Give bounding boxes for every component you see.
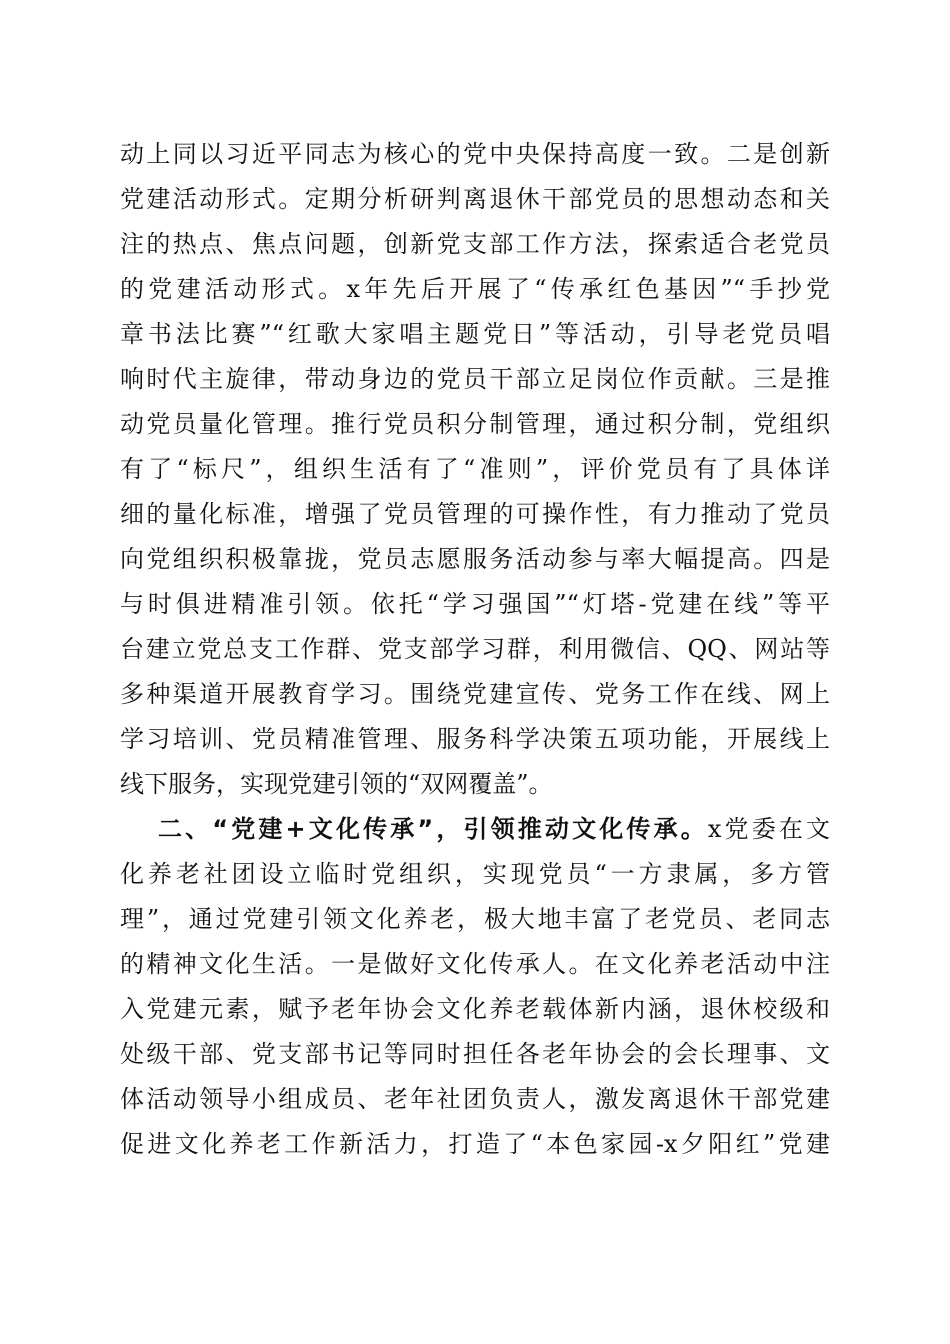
text-line: 多种渠道开展教育学习。围绕党建宣传、党务工作在线、网上	[120, 680, 830, 708]
text-line: 有了“标尺”，组织生活有了“准则”，评价党员有了具体详	[120, 455, 830, 483]
text-line: 入党建元素，赋予老年协会文化养老载体新内涵，退休校级和	[120, 995, 830, 1023]
paragraph-party-building-activities	[120, 132, 830, 807]
text-line: 理”，通过党建引领文化养老，极大地丰富了老党员、老同志	[120, 905, 830, 933]
text-line: 向党组织积极靠拢，党员志愿服务活动参与率大幅提高。四是	[120, 545, 830, 573]
text-line: 章书法比赛”“红歌大家唱主题党日”等活动，引导老党员唱	[120, 320, 830, 348]
text-line: 学习培训、党员精准管理、服务科学决策五项功能，开展线上	[120, 725, 830, 753]
text-line: 党建活动形式。定期分析研判离退休干部党员的思想动态和关	[120, 185, 830, 213]
section-heading-line	[120, 807, 830, 852]
text-line: 的精神文化生活。一是做好文化传承人。在文化养老活动中注	[120, 950, 830, 978]
text-line: 动党员量化管理。推行党员积分制管理，通过积分制，党组织	[120, 410, 830, 438]
heading-line-continuation: x党委在文	[707, 815, 831, 843]
text-line: 细的量化标准，增强了党员管理的可操作性，有力推动了党员	[120, 500, 830, 528]
text-line: 台建立党总支工作群、党支部学习群，利用微信、QQ、网站等	[120, 635, 830, 663]
paragraph-culture-heritage	[120, 807, 830, 1167]
text-line: 动上同以习近平同志为核心的党中央保持高度一致。二是创新	[120, 140, 830, 168]
document-body	[120, 132, 830, 1167]
text-line: 注的热点、焦点问题，创新党支部工作方法，探索适合老党员	[120, 230, 830, 258]
section-heading: 二、“党建+文化传承”，引领推动文化传承。	[158, 815, 708, 843]
text-line: 化养老社团设立临时党组织，实现党员“一方隶属，多方管	[120, 860, 830, 888]
text-line: 响时代主旋律，带动身边的党员干部立足岗位作贡献。三是推	[120, 365, 830, 393]
text-line: 体活动领导小组成员、老年社团负责人，激发离退休干部党建	[120, 1085, 830, 1113]
text-line: 线下服务，实现党建引领的“双网覆盖”。	[120, 770, 553, 798]
text-line: 与时俱进精准引领。依托“学习强国”“灯塔-党建在线”等平	[120, 590, 830, 618]
text-line: 的党建活动形式。x年先后开展了“传承红色基因”“手抄党	[120, 275, 830, 303]
text-line: 促进文化养老工作新活力，打造了“本色家园-x夕阳红”党建	[120, 1130, 830, 1158]
text-line: 处级干部、党支部书记等同时担任各老年协会的会长理事、文	[120, 1040, 830, 1068]
